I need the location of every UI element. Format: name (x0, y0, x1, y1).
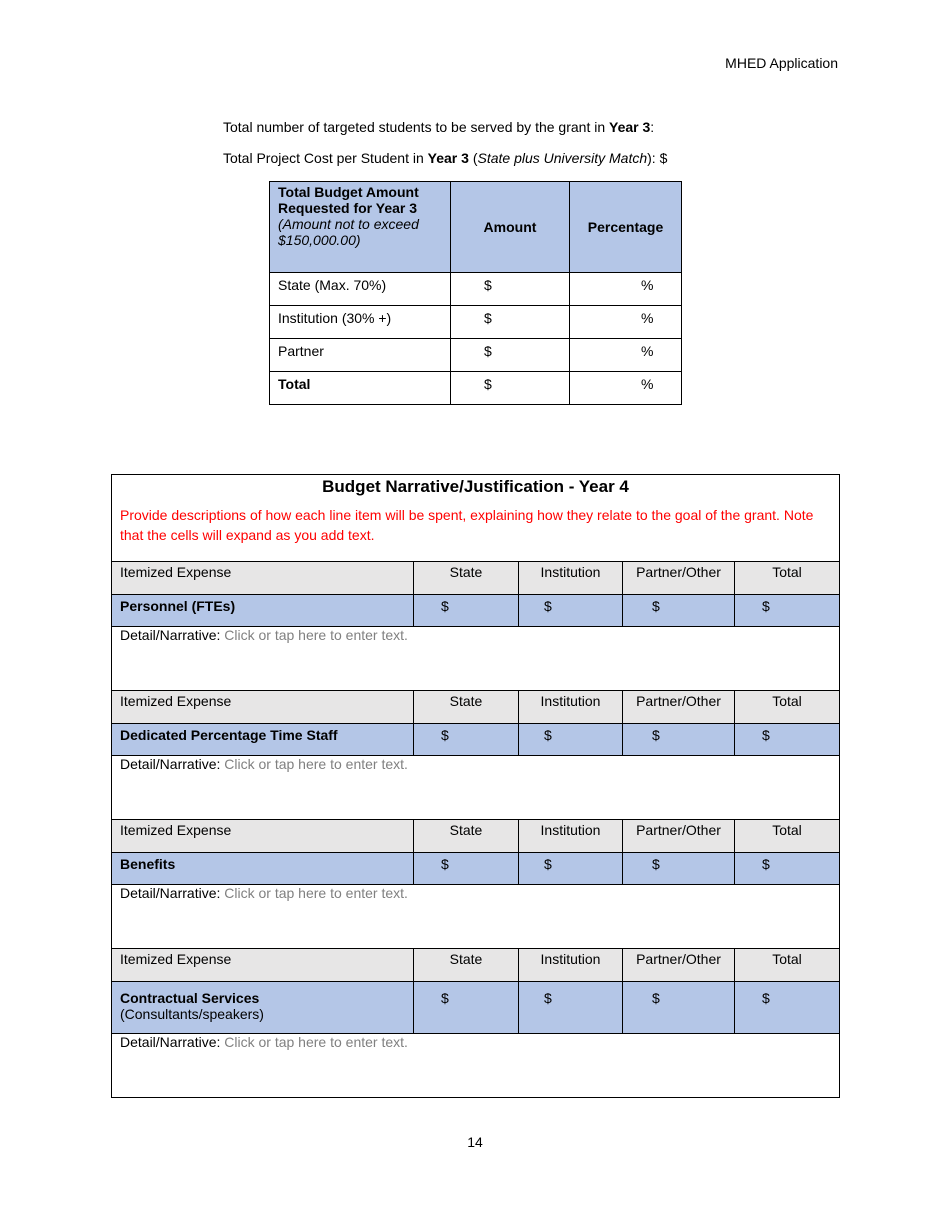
col-institution: Institution (519, 691, 623, 724)
detail-row-personnel (112, 627, 840, 691)
state-amount-field[interactable]: $ (414, 595, 519, 627)
expense-row-contractual (112, 982, 840, 1034)
col-state: State (414, 820, 519, 853)
col-itemized-expense: Itemized Expense (112, 691, 414, 724)
col-partner-other: Partner/Other (623, 691, 735, 724)
total-amount-field[interactable]: $ (735, 724, 840, 756)
col-state: State (414, 691, 519, 724)
budget-percentage-field[interactable]: % (570, 339, 682, 372)
detail-narrative-field[interactable] (112, 627, 840, 691)
col-partner-other: Partner/Other (623, 949, 735, 982)
budget-row-label: Partner (270, 339, 451, 372)
col-institution: Institution (519, 949, 623, 982)
narrative-title-row (112, 475, 840, 562)
institution-amount-field[interactable]: $ (519, 595, 623, 627)
expense-row-personnel (112, 595, 840, 627)
expense-sublabel: (Consultants/speakers) (120, 1006, 264, 1022)
detail-label: Detail/Narrative: (120, 885, 225, 901)
budget-row-label: Institution (30% +) (270, 306, 451, 339)
col-partner-other: Partner/Other (623, 562, 735, 595)
detail-placeholder[interactable]: Click or tap here to enter text. (224, 627, 408, 643)
institution-amount-field[interactable]: $ (519, 853, 623, 885)
partner-amount-field[interactable]: $ (623, 595, 735, 627)
budget-amount-field[interactable]: $ (451, 273, 570, 306)
budget-amount-table (269, 181, 682, 405)
total-amount-field[interactable]: $ (735, 595, 840, 627)
budget-row-label: State (Max. 70%) (270, 273, 451, 306)
col-state: State (414, 562, 519, 595)
partner-amount-field[interactable]: $ (623, 853, 735, 885)
amount-header: Amount (451, 182, 570, 273)
detail-row-benefits (112, 885, 840, 949)
institution-amount-field[interactable]: $ (519, 982, 623, 1034)
budget-table-header (270, 182, 682, 273)
cost-per-student-note: State plus University Match (477, 150, 648, 166)
detail-narrative-field[interactable] (112, 885, 840, 949)
col-itemized-expense: Itemized Expense (112, 562, 414, 595)
budget-percentage-field[interactable]: % (570, 273, 682, 306)
budget-row-total (270, 372, 682, 405)
partner-amount-field[interactable]: $ (623, 724, 735, 756)
detail-label: Detail/Narrative: (120, 756, 225, 772)
narrative-title-cell (112, 475, 840, 562)
state-amount-field[interactable]: $ (414, 982, 519, 1034)
detail-narrative-field[interactable] (112, 756, 840, 820)
col-itemized-expense: Itemized Expense (112, 949, 414, 982)
budget-row-partner (270, 339, 682, 372)
state-amount-field[interactable]: $ (414, 724, 519, 756)
itemized-header-row (112, 691, 840, 724)
budget-amount-field[interactable]: $ (451, 306, 570, 339)
expense-row-benefits (112, 853, 840, 885)
targeted-students-text: Total number of targeted students to be served by the grant in (223, 119, 610, 135)
detail-placeholder[interactable]: Click or tap here to enter text. (224, 885, 408, 901)
narrative-instructions: Provide descriptions of how each line item will be spent, explaining how they relate to the goal of the grant. Note that the cells will expand as you add text. (120, 507, 814, 543)
page-header: MHED Application (725, 55, 838, 71)
col-total: Total (735, 562, 840, 595)
detail-narrative-field[interactable] (112, 1034, 840, 1098)
budget-limit-note: (Amount not to exceed $150,000.00) (278, 216, 419, 248)
col-itemized-expense: Itemized Expense (112, 820, 414, 853)
budget-amount-field[interactable]: $ (451, 372, 570, 405)
cost-per-student-text: Total Project Cost per Student in (223, 150, 428, 166)
institution-amount-field[interactable]: $ (519, 724, 623, 756)
itemized-header-row (112, 820, 840, 853)
percentage-header: Percentage (570, 182, 682, 273)
total-amount-field[interactable]: $ (735, 982, 840, 1034)
detail-label: Detail/Narrative: (120, 1034, 225, 1050)
col-institution: Institution (519, 562, 623, 595)
col-partner-other: Partner/Other (623, 820, 735, 853)
page-number: 14 (467, 1134, 483, 1150)
detail-label: Detail/Narrative: (120, 627, 225, 643)
detail-row-dedicated-staff (112, 756, 840, 820)
col-state: State (414, 949, 519, 982)
col-total: Total (735, 820, 840, 853)
itemized-header-row (112, 949, 840, 982)
expense-label: Benefits (112, 853, 414, 885)
expense-row-dedicated-staff (112, 724, 840, 756)
budget-title: Total Budget Amount Requested for Year 3 (278, 184, 419, 216)
budget-row-state (270, 273, 682, 306)
detail-row-contractual (112, 1034, 840, 1098)
budget-row-institution (270, 306, 682, 339)
budget-amount-field[interactable]: $ (451, 339, 570, 372)
cost-per-student-year: Year 3 (427, 150, 469, 166)
expense-label: Dedicated Percentage Time Staff (112, 724, 414, 756)
detail-placeholder[interactable]: Click or tap here to enter text. (224, 756, 408, 772)
detail-placeholder[interactable]: Click or tap here to enter text. (224, 1034, 408, 1050)
budget-narrative-table (111, 474, 840, 1098)
state-amount-field[interactable]: $ (414, 853, 519, 885)
budget-row-label: Total (270, 372, 451, 405)
col-institution: Institution (519, 820, 623, 853)
partner-amount-field[interactable]: $ (623, 982, 735, 1034)
col-total: Total (735, 949, 840, 982)
budget-title-cell (270, 182, 451, 273)
expense-label: Contractual Services (120, 990, 260, 1006)
col-total: Total (735, 691, 840, 724)
narrative-title: Budget Narrative/Justification - Year 4 (322, 477, 629, 496)
expense-label-cell (112, 982, 414, 1034)
targeted-students-year: Year 3 (609, 119, 651, 135)
itemized-header-row (112, 562, 840, 595)
expense-label: Personnel (FTEs) (112, 595, 414, 627)
budget-percentage-field[interactable]: % (570, 306, 682, 339)
targeted-students-line: Total number of targeted students to be served by the grant in Year 3: (223, 119, 655, 135)
cost-per-student-line: Total Project Cost per Student in Year 3 (State plus University Match): $ (223, 150, 668, 166)
total-amount-field[interactable]: $ (735, 853, 840, 885)
budget-percentage-field[interactable]: % (570, 372, 682, 405)
